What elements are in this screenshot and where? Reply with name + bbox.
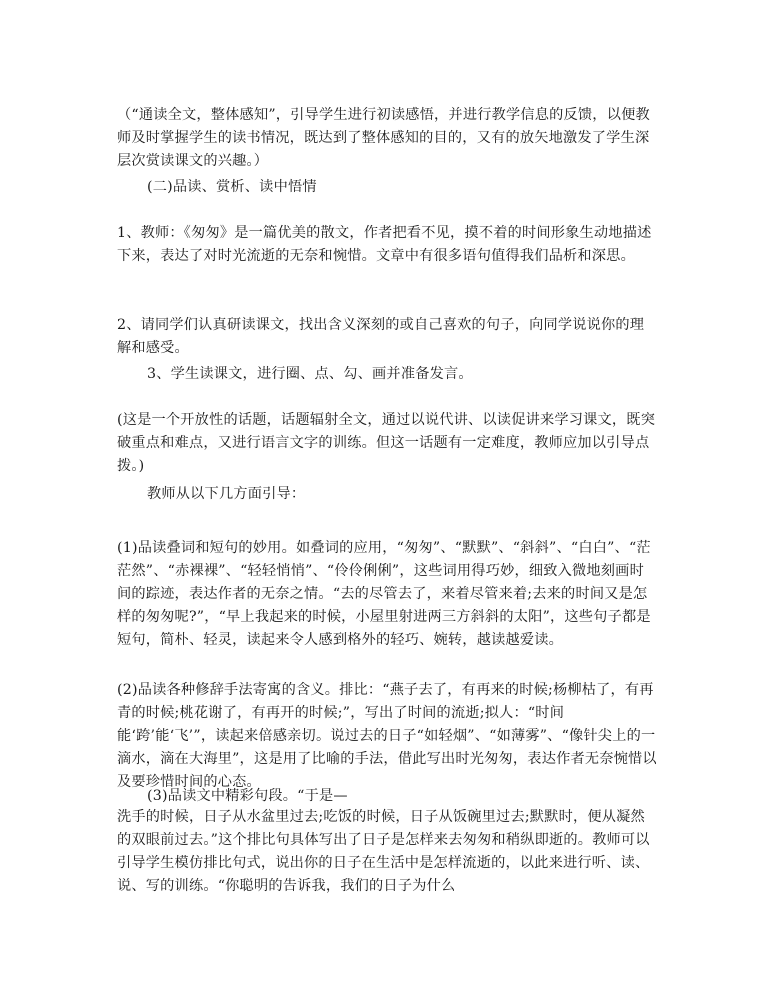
paragraph-point-1-repetition: (1)品读叠词和短句的妙用。如叠词的应用，“匆匆”、“默默”、“斜斜”、“白白”、“茫茫然”、“赤裸裸”、“轻轻悄悄”、“伶伶俐俐”，这些词用得巧妙，细致入微地刻画时间的踪迹，表达作者的无奈之情。“去的尽管去了，来着尽管来着;去来的时间又是怎样的匆匆呢?”，“早上我起来的时候，小屋里射进两三方斜斜的太阳”，这些句子都是短句，简朴、轻灵，读起来令人感到格外的轻巧、婉转，越读越爱读。 (117, 540, 651, 648)
paragraph-reading-note: （“通读全文，整体感知”，引导学生进行初读感悟，并进行教学信息的反馈，以便教师及时掌握学生的读书情况，既达到了整体感知的目的，又有的放矢地激发了学生深层次赏读课文的兴趣。） (117, 107, 650, 169)
paragraph-point-3-body: 洗手的时候，日子从水盆里过去;吃饭的时候，日子从饭碗里过去;默默时，便从凝然的双眼前过去。”这个排比句具体写出了日子是怎样来去匆匆和稍纵即逝的。教师可以引导学生模仿排比句式，说出你的日子在生活中是怎样流逝的，以此来进行听、读、说、写的训练。“你聪明的告诉我，我们的日子为什么 (117, 809, 650, 894)
paragraph-student-task: 2、请同学们认真研读课文，找出含义深刻的或自己喜欢的句子，向同学说说你的理解和感受。 (117, 317, 645, 356)
paragraph-guidance-intro: 教师从以下几方面引导： (147, 486, 306, 502)
paragraph-teacher-intro: 1、教师：《匆匆》是一篇优美的散文，作者把看不见，摸不着的时间形象生动地描述下来，表达了对时光流逝的无奈和惋惜。文章中有很多语句值得我们品析和深思。 (117, 225, 652, 264)
paragraph-point-3-lead: (3)品读文中精彩句段。“于是— (147, 788, 348, 804)
paragraph-student-reading: 3、学生读课文，进行圈、点、勾、画并准备发言。 (147, 366, 473, 382)
paragraph-open-topic-note: (这是一个开放性的话题，话题辐射全文，通过以说代讲、以读促讲来学习课文，既突破重点和难点，又进行语言文字的训练。但这一话题有一定难度，教师应加以引导点拨。) (117, 412, 656, 474)
section-heading-2: (二)品读、赏析、读中悟情 (147, 179, 317, 195)
paragraph-point-2-rhetoric: (2)品读各种修辞手法寄寓的含义。排比：“燕子去了，有再来的时候;杨柳枯了，有再青的时候;桃花谢了，有再开的时候;”，写出了时间的流逝;拟人：“时间能‘跨’能‘飞’”，读起来倍感亲切。说过去的日子“如轻烟”、“如薄雾”、“像针尖上的一滴水，滴在大海里”，这是用了比喻的手法，借此写出时光匆匆，表达作者无奈惋惜以及要珍惜时间的心态。 (117, 682, 657, 790)
